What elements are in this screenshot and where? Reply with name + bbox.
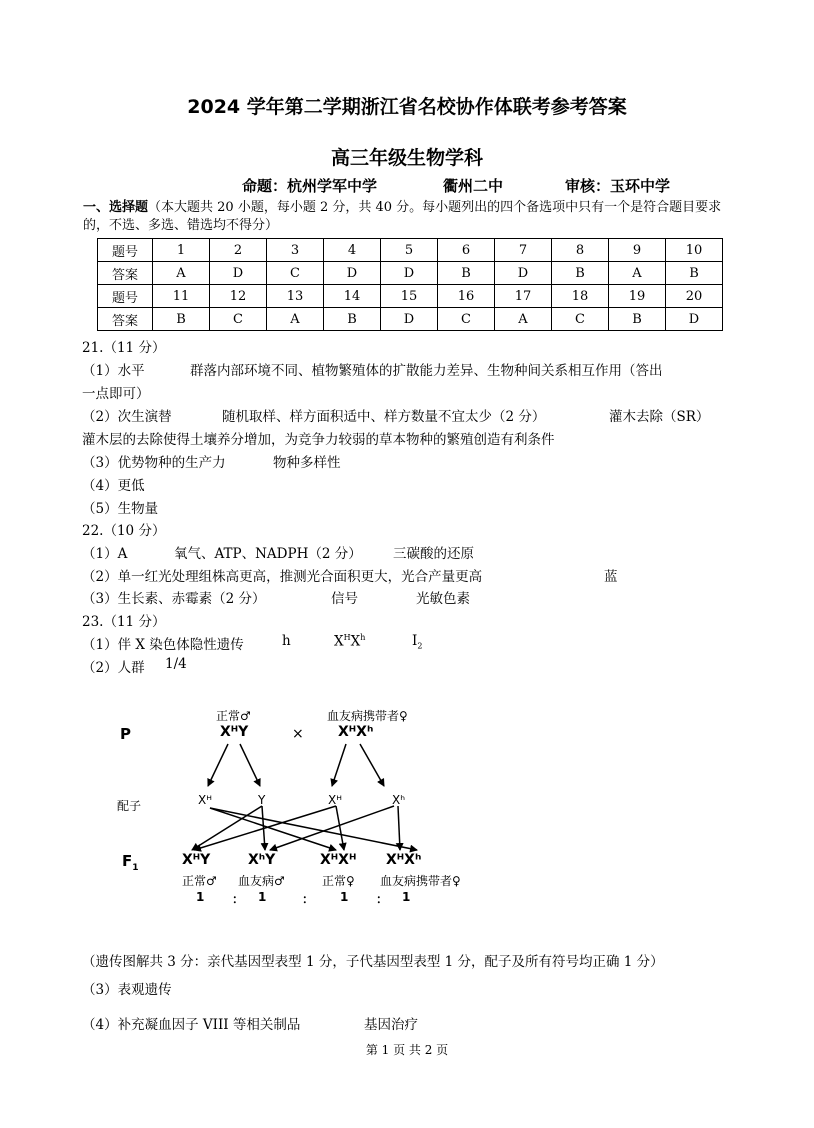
q23-a4-label: （4）补充凝血因子 VIII 等相关制品 — [82, 1017, 301, 1033]
answer-table-cell: 19 — [609, 285, 666, 308]
ratio-4: 1 — [402, 890, 411, 904]
answer-table-cell: C — [438, 308, 495, 331]
q22-a3-text1: 信号 — [331, 591, 358, 607]
answer-table-cell: B — [438, 262, 495, 285]
gamete-father-y: Y — [258, 793, 266, 807]
generation-p-label: P — [120, 725, 131, 743]
offspring-genotype-1: XᴴY — [182, 852, 211, 868]
answer-table-cell: C — [267, 262, 324, 285]
author-school2: 衢州二中 — [443, 177, 504, 195]
ratio-sep-2: ： — [302, 892, 315, 906]
answer-table-row — [98, 285, 723, 308]
offspring-phenotype-2: 血友病♂ — [238, 874, 285, 888]
answer-table-cell: 1 — [153, 239, 210, 262]
answer-table-cell: 20 — [666, 285, 723, 308]
answer-table-cell: C — [210, 308, 267, 331]
section1-desc: （本大题共 20 小题，每小题 2 分，共 40 分。每小题列出的四个备选项中只有一个是符合题目要求的，不选、多选、错选均不得分） — [83, 200, 722, 233]
mother-genotype: XᴴXʰ — [338, 724, 374, 740]
answer-table-cell: 10 — [666, 239, 723, 262]
q21-a1-label: （1）水平 — [82, 363, 145, 379]
q22-heading: 22.（10 分） — [82, 523, 166, 539]
answer-table-cell: D — [210, 262, 267, 285]
q23-a4-text: 基因治疗 — [364, 1017, 418, 1033]
q21-a2-text2: 灌木去除（SR） — [609, 409, 710, 425]
answer-table-cell: B — [153, 308, 210, 331]
answer-table-cell: 18 — [552, 285, 609, 308]
answer-table-cell: B — [552, 262, 609, 285]
ratio-3: 1 — [340, 890, 349, 904]
father-phenotype: 正常♂ — [216, 709, 251, 723]
answer-table-cell: D — [381, 262, 438, 285]
arrow-mother-xx — [360, 744, 384, 786]
q21-a5: （5）生物量 — [82, 501, 159, 517]
answer-table-cell: 16 — [438, 285, 495, 308]
q23-a3: （3）表观遗传 — [82, 982, 172, 998]
q22-a3-label: （3）生长素、赤霉素（2 分） — [82, 591, 266, 607]
q22-a1-label: （1）A — [82, 546, 128, 562]
offspring-phenotype-1: 正常♂ — [182, 874, 217, 888]
answer-table-cell: D — [495, 262, 552, 285]
page-footer: 第 1 页 共 2 页 — [365, 1043, 449, 1057]
mother-phenotype: 血友病携带者♀ — [327, 709, 408, 723]
author-reviewer: 审核：玉环中学 — [565, 177, 671, 195]
answer-table-cell: D — [324, 262, 381, 285]
q21-a1-cont: 一点即可） — [82, 386, 150, 402]
offspring-phenotype-4: 血友病携带者♀ — [380, 874, 461, 888]
arrow-father-xh — [208, 744, 228, 786]
answer-table-cell: 13 — [267, 285, 324, 308]
q21-heading: 21.（11 分） — [82, 340, 166, 356]
q23-scoring-note: （遗传图解共 3 分：亲代基因型表型 1 分，子代基因型表型 1 分，配子及所有符号均正确 1 分） — [82, 954, 664, 970]
generation-f1-label: $F_1$ — [122, 852, 139, 873]
answer-table-cell: B — [666, 262, 723, 285]
arrow-g1-o4 — [210, 808, 417, 850]
section1-instructions — [83, 199, 743, 235]
q22-a3-text2: 光敏色素 — [416, 591, 470, 607]
q23-a2-value: 1/4 — [165, 656, 187, 672]
ratio-sep-1: ： — [232, 892, 245, 906]
answer-table-cell: 14 — [324, 285, 381, 308]
answer-table-cell: A — [495, 308, 552, 331]
answer-table-cell: 12 — [210, 285, 267, 308]
q21-a4: （4）更低 — [82, 478, 145, 494]
answer-table-cell: 3 — [267, 239, 324, 262]
answer-table-cell: 4 — [324, 239, 381, 262]
q21-a3-label: （3）优势物种的生产力 — [82, 455, 226, 471]
answer-table-row-header: 答案 — [98, 308, 153, 331]
q21-a2-cont: 灌木层的去除使得土壤养分增加，为竞争力较弱的草本物种的繁殖创造有利条件 — [82, 432, 555, 448]
page-subtitle: 高三年级生物学科 — [330, 147, 483, 169]
answer-table-row-header: 题号 — [98, 239, 153, 262]
author-proposer: 命题：杭州学军中学 — [242, 177, 378, 195]
gamete-mother-xh: Xᴴ — [328, 793, 342, 807]
answer-table-cell: D — [381, 308, 438, 331]
answer-table-cell: 17 — [495, 285, 552, 308]
father-genotype: XᴴY — [220, 724, 249, 740]
ratio-2: 1 — [258, 890, 267, 904]
answer-table-cell: 5 — [381, 239, 438, 262]
answer-table-row — [98, 308, 723, 331]
q23-a1-genotype: $X^HX^h$ — [334, 633, 366, 650]
q23-heading: 23.（11 分） — [82, 614, 166, 630]
answer-table-cell: 15 — [381, 285, 438, 308]
q22-a2-text2: 蓝 — [604, 569, 618, 585]
q21-a1-text: 群落内部环境不同、植物繁殖体的扩散能力差异、生物种间关系相互作用（答出 — [190, 363, 663, 379]
arrow-mother-xh — [332, 744, 346, 786]
arrow-g4-o4 — [398, 806, 400, 850]
arrow-father-y — [240, 744, 260, 786]
answer-table-cell: 7 — [495, 239, 552, 262]
q23-a2-label: （2）人群 — [82, 660, 145, 676]
offspring-genotype-3: XᴴXᴴ — [320, 852, 357, 868]
cross-symbol: × — [292, 726, 304, 742]
answer-table — [97, 238, 723, 331]
answer-table-cell: C — [552, 308, 609, 331]
q23-a1-h: h — [282, 633, 291, 649]
answer-table-cell: A — [267, 308, 324, 331]
genetic-cross-diagram — [110, 700, 490, 910]
section1-heading: 一、选择题 — [83, 200, 149, 215]
answer-table-cell: 6 — [438, 239, 495, 262]
ratio-sep-3: ： — [376, 892, 389, 906]
arrow-g2-o1 — [192, 806, 262, 850]
arrow-g4-o2 — [270, 806, 394, 850]
q23-a1-individual: $I_2$ — [412, 633, 423, 651]
answer-table-row-header: 答案 — [98, 262, 153, 285]
gamete-father-xh: Xᴴ — [198, 793, 212, 807]
ratio-1: 1 — [196, 890, 205, 904]
answer-table-cell: 8 — [552, 239, 609, 262]
gamete-mother-xx: Xʰ — [392, 793, 406, 807]
q22-a2-text: （2）单一红光处理组株高更高，推测光合面积更大，光合产量更高 — [82, 569, 483, 585]
answer-table-row — [98, 239, 723, 262]
answer-table-cell: B — [609, 308, 666, 331]
answer-table-cell: A — [609, 262, 666, 285]
q21-a2-label: （2）次生演替 — [82, 409, 172, 425]
q21-a2-text1: 随机取样、样方面积适中、样方数量不宜太少（2 分） — [222, 409, 546, 425]
q22-a1-text1: 氧气、ATP、NADPH（2 分） — [174, 546, 362, 562]
answer-table-cell: 9 — [609, 239, 666, 262]
offspring-genotype-4: XᴴXʰ — [386, 852, 422, 868]
answer-table-row-header: 题号 — [98, 285, 153, 308]
gamete-label: 配子 — [117, 799, 142, 813]
answer-table-cell: B — [324, 308, 381, 331]
answer-table-cell: D — [666, 308, 723, 331]
q23-a1-label: （1）伴 X 染色体隐性遗传 — [82, 637, 244, 653]
offspring-genotype-2: XʰY — [248, 852, 276, 868]
answer-table-row — [98, 262, 723, 285]
page-title: 2024 学年第二学期浙江省名校协作体联考参考答案 — [187, 96, 627, 118]
offspring-phenotype-3: 正常♀ — [322, 874, 355, 888]
q22-a1-text2: 三碳酸的还原 — [393, 546, 474, 562]
answer-table-cell: 11 — [153, 285, 210, 308]
answer-table-cell: 2 — [210, 239, 267, 262]
arrow-g3-o3 — [336, 806, 344, 850]
q21-a3-text: 物种多样性 — [273, 455, 341, 471]
answer-table-cell: A — [153, 262, 210, 285]
